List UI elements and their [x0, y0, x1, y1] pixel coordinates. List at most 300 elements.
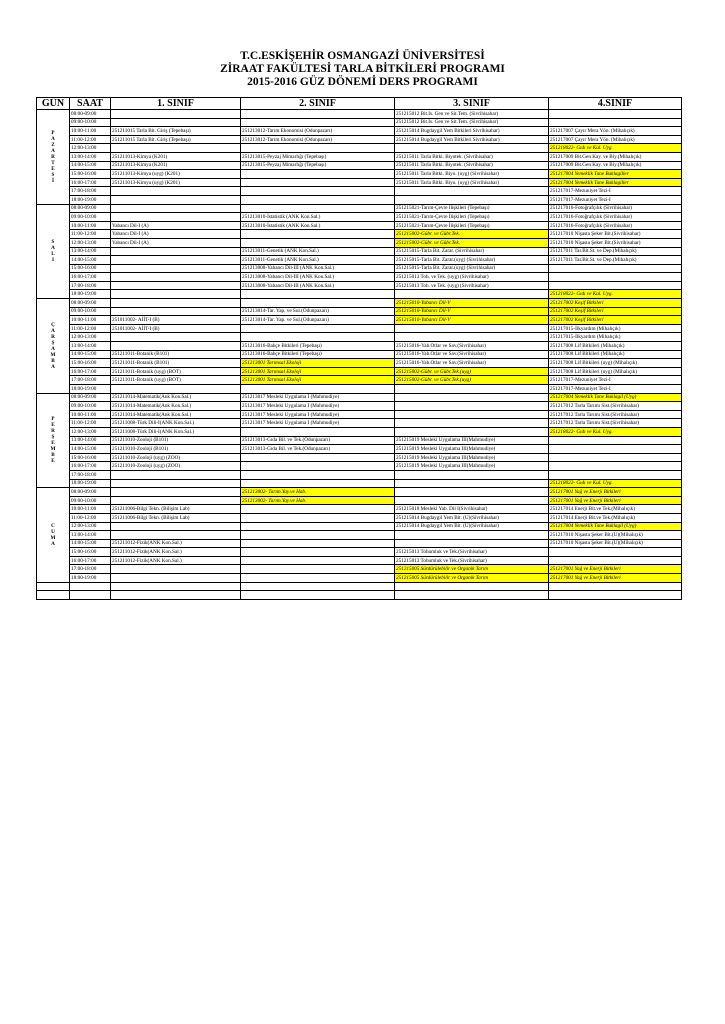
time-slot: 18:00-19:00	[70, 574, 111, 583]
course-cell	[111, 531, 241, 540]
day-letter: E	[51, 458, 55, 465]
time-slot: 08:00-09:00	[70, 204, 111, 213]
course-cell: 251211010-Zooloji (B101)	[111, 445, 241, 454]
course-cell: 251215013 Toh. ve Tek. (uyg) (Sivrihisahar)	[395, 281, 549, 290]
table-row	[37, 273, 682, 282]
course-cell: 251215016-Yab.Otlar ve Sav.(Sivrihisahar)	[395, 342, 549, 351]
course-cell: 251217016-Fotoğrafçılık (Sivrihisahar)	[549, 204, 682, 213]
day-letter: R	[51, 333, 55, 340]
course-cell	[395, 488, 549, 497]
time-slot: 09:00-10:00	[70, 118, 111, 127]
course-cell	[111, 110, 241, 119]
course-cell	[111, 213, 241, 222]
time-slot: 16:00-17:00	[70, 367, 111, 376]
day-letter: P	[51, 129, 55, 136]
course-cell: 251217008 Lif Bitkileri (uyg) (Mihalıçık)	[549, 367, 682, 376]
course-cell: 251211014-Matematik(Ank Kon.Sal.)	[111, 402, 241, 411]
course-cell: 251217017-Mezuniyet Tezi-I	[549, 385, 682, 394]
time-slot: 12:00-13:00	[70, 238, 111, 247]
course-cell	[241, 548, 395, 557]
course-cell: 251213016-Bahçe Bitkileri (Tepebaşı)	[241, 342, 395, 351]
table-row	[37, 247, 682, 256]
time-slot: 11:00-12:00	[70, 230, 111, 239]
course-cell: 251211014-Matematik(Ank Kon.Sal.)	[111, 393, 241, 402]
time-slot: 09:00-10:00	[70, 307, 111, 316]
day-letter: Z	[51, 141, 55, 148]
table-row	[37, 479, 682, 488]
table-row	[37, 419, 682, 428]
course-cell: 251211015 Tarla Bit. Giriş (Tepebaşı)	[111, 135, 241, 144]
table-row	[37, 127, 682, 136]
course-cell: 251215014 Bugdaygil Yem Bit. (U)(Sivrihisahar)	[395, 513, 549, 522]
course-cell: 251217016-Fotoğrafçılık (Sivrihisahar)	[549, 221, 682, 230]
course-cell	[111, 307, 241, 316]
day-letter: R	[51, 153, 55, 160]
course-cell	[111, 144, 241, 153]
course-cell: 251213013-Gıda Bil. ve Tek.(Odunpazarı)	[241, 445, 395, 454]
time-slot: 16:00-17:00	[70, 556, 111, 565]
course-cell: 251211012-Fizik(ANK Kon.Sal.)	[111, 556, 241, 565]
table-row	[37, 110, 682, 119]
schedule-body	[37, 110, 682, 600]
col-header-time: SAAT	[70, 98, 111, 110]
day-letter: M	[50, 446, 56, 453]
time-slot: 13:00-14:00	[70, 531, 111, 540]
table-row	[37, 135, 682, 144]
day-label	[37, 204, 70, 299]
course-cell: 251213012-Tarım Ekonomisi (Odunpazarı)	[241, 135, 395, 144]
course-cell: 251213002- Tarım.Yay.ve Hab.	[241, 488, 395, 497]
time-slot: 15:00-16:00	[70, 359, 111, 368]
table-row	[37, 574, 682, 583]
course-cell: 251211008-Türk Dili-I(ANK Kon.Sal.)	[111, 419, 241, 428]
table-row	[37, 410, 682, 419]
course-cell	[395, 470, 549, 479]
course-cell	[395, 410, 549, 419]
course-cell	[111, 522, 241, 531]
course-cell: 251215005 Sürdürülebilir ve Organik Tarım	[395, 565, 549, 574]
day-letter: L	[51, 251, 55, 258]
time-slot: 11:00-12:00	[70, 419, 111, 428]
course-cell: 251213008-Yabancı Dil-III (ANK Kon.Sal.)	[241, 273, 395, 282]
blank-cell	[241, 591, 395, 600]
course-cell: 251217010 Nişasta Şeker Bit.(U)(Mihalıçık)	[549, 531, 682, 540]
course-cell: 251211011-Botanik (B101)	[111, 350, 241, 359]
course-cell	[241, 479, 395, 488]
time-slot: 13:00-14:00	[70, 152, 111, 161]
course-cell	[395, 402, 549, 411]
course-cell: 251217001 Yağ ve Enerji Bitkileri	[549, 488, 682, 497]
course-cell: 251215016-Yab.Otlar ve Sav.(Sivrihisahar)	[395, 350, 549, 359]
course-cell	[549, 436, 682, 445]
course-cell	[241, 187, 395, 196]
table-row	[37, 488, 682, 497]
course-cell: 251215015-Tarla Bit. Zarar. (Sivrihisahar)	[395, 247, 549, 256]
blank-cell	[37, 591, 70, 600]
course-cell	[241, 453, 395, 462]
course-cell: 251215011 Tarla Bitki. Biyotek. (Sivrihisahar)	[395, 152, 549, 161]
table-row	[37, 213, 682, 222]
course-cell: 251215002-Gübr. ve Gübr.Tek.	[395, 230, 549, 239]
course-cell: 251217001 Yağ ve Enerji Bitkileri	[549, 565, 682, 574]
time-slot: 09:00-10:00	[70, 213, 111, 222]
day-letter: A	[51, 540, 55, 547]
course-cell	[241, 427, 395, 436]
day-letter: A	[51, 147, 55, 154]
time-slot: 11:00-12:00	[70, 324, 111, 333]
course-cell	[549, 462, 682, 471]
course-cell: 251215021-Tarım-Çevre İlişkileri (Tepebaşı)	[395, 221, 549, 230]
course-cell	[241, 565, 395, 574]
time-slot: 15:00-16:00	[70, 453, 111, 462]
col-header-year3: 3. SINIF	[395, 98, 549, 110]
course-cell: 251215012 Bit.Is. Gen ve Sit.Tem. (Sivrihisahar)	[395, 110, 549, 119]
course-cell: 251218022- Gıdı ve Kul. Uyg.	[549, 479, 682, 488]
blank-cell	[395, 591, 549, 600]
col-header-day: GÜN	[37, 98, 70, 110]
table-row	[37, 264, 682, 273]
course-cell	[395, 539, 549, 548]
course-cell: 251217001 Yağ ve Enerji Bitkileri	[549, 574, 682, 583]
table-row	[37, 281, 682, 290]
course-cell: 251213012-Tarım Ekonomisi (Odunpazarı)	[241, 127, 395, 136]
course-cell: 251217004 Yemeklik Tane Baklagil (Uyg)	[549, 522, 682, 531]
course-cell: 251217010 Nişasta Şeker Bit.(Sivrihisahar)	[549, 238, 682, 247]
course-cell: 251215015-Tarla Bit. Zarar.(uyg) (Sivrihisahar)	[395, 264, 549, 273]
course-cell: 251213001 Tarımsal Ekoloji	[241, 359, 395, 368]
table-row	[37, 230, 682, 239]
table-row	[37, 161, 682, 170]
course-cell: 251217010 Nişasta Şeker Bit.(U)(Mihalıçık)	[549, 539, 682, 548]
day-letter: A	[51, 327, 55, 334]
course-cell: 251211011-Botanik (uyg) (BOT)	[111, 376, 241, 385]
course-cell: 251213001 Tarımsal Ekoloji	[241, 376, 395, 385]
day-letter: A	[51, 363, 55, 370]
course-cell: 251213001 Tarımsal Ekoloji	[241, 367, 395, 376]
table-row	[37, 531, 682, 540]
course-cell: 251215002-Gübr. ve Gübr.Tek.(uyg)	[395, 376, 549, 385]
course-cell	[111, 299, 241, 308]
course-cell	[241, 470, 395, 479]
day-letter: S	[51, 171, 55, 178]
day-letter: A	[51, 135, 55, 142]
course-cell: Yabancı Dil-I (A)	[111, 238, 241, 247]
course-cell	[395, 427, 549, 436]
time-slot: 08:00-09:00	[70, 299, 111, 308]
time-slot: 18:00-19:00	[70, 479, 111, 488]
course-cell: 251211013-Kimya (K201)	[111, 161, 241, 170]
course-cell: 251211010-Zooloji (uyg) (ZOO)	[111, 462, 241, 471]
table-row	[37, 470, 682, 479]
course-cell	[395, 419, 549, 428]
time-slot: 12:00-13:00	[70, 427, 111, 436]
course-cell: 251217014 Enerji Bit.ve Tek.(Mihalıçık)	[549, 513, 682, 522]
course-cell	[241, 574, 395, 583]
course-cell	[111, 565, 241, 574]
col-header-year1: 1. SINIF	[111, 98, 241, 110]
table-row	[37, 204, 682, 213]
table-row	[37, 324, 682, 333]
table-row	[37, 333, 682, 342]
table-row	[37, 170, 682, 179]
course-cell	[549, 556, 682, 565]
time-slot: 09:00-10:00	[70, 496, 111, 505]
blank-cell	[111, 591, 241, 600]
course-cell: 251211013-Kimya (K201)	[111, 152, 241, 161]
course-cell: 251217011 Tar.Bit.St. ve Dep.(Mihalıçık)	[549, 256, 682, 265]
course-cell	[241, 324, 395, 333]
course-cell: 251213014-Tar. Yap. ve Sul.(Odunpazarı)	[241, 307, 395, 316]
table-row	[37, 556, 682, 565]
course-cell: 251213011-Genetik (ANK Kon.Sal.)	[241, 247, 395, 256]
course-cell	[241, 290, 395, 299]
table-row	[37, 513, 682, 522]
course-cell: 251215019 Mesleki Uygulama III(Mahmudiye)	[395, 445, 549, 454]
blank-row	[37, 591, 682, 600]
table-row	[37, 152, 682, 161]
course-cell	[241, 513, 395, 522]
day-letter: M	[50, 534, 56, 541]
course-cell: 251213016-Bahçe Bitkileri (Tepebaşı)	[241, 350, 395, 359]
blank-cell	[70, 582, 111, 591]
table-row	[37, 496, 682, 505]
course-cell: 251215011 Tarla Bitki. Biyotek. (Sivrihisahar)	[395, 161, 549, 170]
course-cell: 251218022- Gıdı ve Kul. Uyg.	[549, 427, 682, 436]
course-cell: 251217002 Keşif Bitkileri	[549, 307, 682, 316]
course-cell: 251213013-Gıda Bil. ve Tek.(Odunpazarı)	[241, 436, 395, 445]
time-slot: 10:00-11:00	[70, 316, 111, 325]
course-cell	[549, 548, 682, 557]
course-cell	[395, 144, 549, 153]
table-row	[37, 522, 682, 531]
day-letter: I	[51, 257, 55, 264]
day-label	[37, 110, 70, 205]
course-cell	[241, 195, 395, 204]
course-cell: 251215013 Toh. ve Tek. (uyg) (Sivrihisahar)	[395, 273, 549, 282]
course-cell	[241, 144, 395, 153]
course-cell	[395, 531, 549, 540]
time-slot: 13:00-14:00	[70, 247, 111, 256]
course-cell: 251215021-Tarım-Çevre İlişkileri (Tepebaşı)	[395, 204, 549, 213]
time-slot: 17:00-18:00	[70, 281, 111, 290]
day-letter: E	[51, 422, 55, 429]
course-cell: 251211012-Fizik(ANK Kon.Sal.)	[111, 548, 241, 557]
course-cell: 251215018 Mesleki Yab. Dil I(Sivrihisahar)	[395, 505, 549, 514]
course-cell: 251217012 Tarla Tarımı Sist.(Sivrihisahar)	[549, 402, 682, 411]
course-cell	[395, 187, 549, 196]
day-letter: S	[51, 239, 55, 246]
table-row	[37, 144, 682, 153]
course-cell	[111, 479, 241, 488]
course-cell: 251217007 Çayır Mera Yön. (Mihalıçık)	[549, 135, 682, 144]
day-letter: M	[50, 351, 56, 358]
day-label	[37, 488, 70, 583]
course-cell	[241, 522, 395, 531]
course-cell	[111, 273, 241, 282]
course-cell: 251211013-Kimya (uyg) (K201)	[111, 170, 241, 179]
blank-cell	[395, 582, 549, 591]
course-cell: 251211011-Botanik (uyg) (BOT)	[111, 367, 241, 376]
course-cell	[111, 118, 241, 127]
course-cell: 251215010-Yabancı Dil-V	[395, 307, 549, 316]
table-row	[37, 238, 682, 247]
course-cell: 251217011 Tar.Bit.St. ve Dep.(Mihalıçık)	[549, 247, 682, 256]
course-cell	[241, 556, 395, 565]
course-cell	[111, 496, 241, 505]
time-slot: 17:00-18:00	[70, 376, 111, 385]
day-letter: R	[51, 428, 55, 435]
course-cell: 251215012 Bit.Is. Gen ve Sit.Tem. (Sivrihisahar)	[395, 118, 549, 127]
course-cell: 251215015-Tarla Bit. Zarar.(uyg) (Sivrihisahar)	[395, 256, 549, 265]
course-cell: 251211015 Tarla Bit. Giriş (Tepebaşı)	[111, 127, 241, 136]
time-slot: 15:00-16:00	[70, 548, 111, 557]
course-cell: 251217009 Bit.Gen Kay. ve Biy.(Mihalıçık)	[549, 161, 682, 170]
course-cell: 251217012 Tarla Tarımı Sist.(Sivrihisahar)	[549, 410, 682, 419]
course-cell	[549, 281, 682, 290]
course-cell: 251217004 Yemeklik Tane Baklagiller	[549, 178, 682, 187]
table-row	[37, 376, 682, 385]
course-cell	[111, 470, 241, 479]
course-cell: 251213017 Mesleki Uygulama I (Mahmudiye)	[241, 393, 395, 402]
course-cell: 251215019 Mesleki Uygulama III(Mahmudiye)	[395, 462, 549, 471]
course-cell	[395, 195, 549, 204]
course-cell: 251215019 Mesleki Uygulama III(Mahmudiye)	[395, 453, 549, 462]
table-row	[37, 221, 682, 230]
course-cell: 251217017-Mezuniyet Tezi-I	[549, 195, 682, 204]
day-letter: Ç	[51, 321, 55, 328]
time-slot: 11:00-12:00	[70, 513, 111, 522]
time-slot: 17:00-18:00	[70, 187, 111, 196]
course-cell	[395, 290, 549, 299]
course-cell: 251211010-Zooloji (B101)	[111, 436, 241, 445]
course-cell: 251217008 Lif Bitkileri (uyg) (Mihalıçık)	[549, 359, 682, 368]
course-cell	[111, 195, 241, 204]
course-cell	[241, 385, 395, 394]
time-slot: 08:00-09:00	[70, 488, 111, 497]
course-cell	[241, 204, 395, 213]
course-cell: 251215011 Tarla Bitki. Biyo. (uyg) (Sivrihisahar)	[395, 170, 549, 179]
course-cell: 251215011 Tarla Bitki. Biyo. (uyg) (Sivrihisahar)	[395, 178, 549, 187]
course-cell	[241, 299, 395, 308]
time-slot: 18:00-19:00	[70, 385, 111, 394]
header-row	[37, 98, 682, 110]
course-cell: 251213008-Yabancı Dil-III (ANK Kon.Sal.)	[241, 264, 395, 273]
blank-row	[37, 582, 682, 591]
time-slot: 10:00-11:00	[70, 505, 111, 514]
blank-cell	[37, 582, 70, 591]
time-slot: 08:00-09:00	[70, 110, 111, 119]
course-cell	[111, 333, 241, 342]
faculty-title: ZİRAAT FAKÜLTESİ TARLA BİTKİLERİ PROGRAMI	[220, 63, 505, 75]
table-row	[37, 195, 682, 204]
course-cell: 251011002- AİİT-I (B)	[111, 316, 241, 325]
table-row	[37, 427, 682, 436]
blank-cell	[70, 591, 111, 600]
time-slot: 10:00-11:00	[70, 410, 111, 419]
table-row	[37, 385, 682, 394]
course-cell: 251215002-Gübr. ve Gübr.Tek.	[395, 238, 549, 247]
course-cell: 251211008-Türk Dili-I(ANK Kon.Sal.)	[111, 427, 241, 436]
day-letter: P	[51, 416, 55, 423]
day-letter: İ	[51, 177, 55, 184]
document-header	[0, 50, 725, 89]
day-letter: C	[51, 522, 55, 529]
time-slot: 15:00-16:00	[70, 170, 111, 179]
course-cell	[241, 178, 395, 187]
time-slot: 12:00-13:00	[70, 522, 111, 531]
course-cell	[111, 247, 241, 256]
day-letter: A	[51, 345, 55, 352]
time-slot: 14:00-15:00	[70, 539, 111, 548]
time-slot: 16:00-17:00	[70, 462, 111, 471]
course-cell: 251211012-Fizik(ANK Kon.Sal.)	[111, 539, 241, 548]
course-cell: 251217001 Yağ ve Enerji Bitkileri	[549, 496, 682, 505]
course-cell: 251215014 Bugdaygil Yem Bitkileri Sivrihisahar)	[395, 127, 549, 136]
university-title: T.C.ESKİŞEHİR OSMANGAZİ ÜNİVERSİTESİ	[240, 50, 485, 62]
course-cell: 251215019 Mesleki Uygulama III(Mahmudiye)	[395, 436, 549, 445]
course-cell	[395, 393, 549, 402]
course-cell	[395, 496, 549, 505]
course-cell: 251217008 Lif Bitkileri (Mihalıçık)	[549, 342, 682, 351]
course-cell: 251211006-Bilgi Tekn. (Bilişim Lab)	[111, 513, 241, 522]
course-cell: 251213017 Mesleki Uygulama I (Mahmudiye)	[241, 402, 395, 411]
course-cell	[111, 385, 241, 394]
day-letter: A	[51, 245, 55, 252]
time-slot: 13:00-14:00	[70, 342, 111, 351]
course-cell	[111, 574, 241, 583]
course-cell: Yabancı Dil-I (A)	[111, 230, 241, 239]
course-cell	[241, 333, 395, 342]
time-slot: 10:00-11:00	[70, 127, 111, 136]
table-row	[37, 367, 682, 376]
course-cell: 251218022- Gıdı ve Kul. Uyg.	[549, 144, 682, 153]
day-letter: B	[51, 452, 55, 459]
semester-title: 2015-2016 GÜZ DÖNEMİ DERS PROGRAMI	[247, 76, 478, 88]
course-cell	[111, 256, 241, 265]
time-slot: 16:00-17:00	[70, 178, 111, 187]
course-cell	[111, 488, 241, 497]
course-cell	[241, 462, 395, 471]
course-cell	[241, 110, 395, 119]
course-cell: 251211013-Kimya (uyg) (K201)	[111, 178, 241, 187]
day-letter: Ş	[51, 339, 55, 346]
day-label	[37, 299, 70, 394]
table-row	[37, 350, 682, 359]
course-cell	[395, 479, 549, 488]
course-cell: 251213011-Genetik (ANK Kon.Sal.)	[241, 256, 395, 265]
table-row	[37, 290, 682, 299]
course-cell: 251215021-Tarım-Çevre İlişkileri (Tepebaşı)	[395, 213, 549, 222]
time-slot: 10:00-11:00	[70, 221, 111, 230]
course-cell: 251217010 Nişasta Şeker Bit.(Sivrihisahar)	[549, 230, 682, 239]
course-cell: 251213010-İstatistik (ANK Kon.Sal.)	[241, 221, 395, 230]
course-cell: 251215014 Bugdaygil Yem Bitkileri Sivrihisahar)	[395, 135, 549, 144]
course-cell: 251217007 Çayır Mera Yön. (Mihalıçık)	[549, 127, 682, 136]
time-slot: 12:00-13:00	[70, 144, 111, 153]
course-cell: 251213002- Tarım.Yay.ve Hab.	[241, 496, 395, 505]
course-cell: 251211014-Matematik(Ank Kon.Sal.)	[111, 410, 241, 419]
course-cell	[549, 273, 682, 282]
blank-cell	[549, 591, 682, 600]
course-cell: 251213015-Peyzaj Mimarlığı (Tepebaşı)	[241, 161, 395, 170]
course-cell: 251217009 Bit.Gen Kay. ve Biy.(Mihalıçık)	[549, 152, 682, 161]
course-cell	[241, 539, 395, 548]
table-row	[37, 436, 682, 445]
course-cell: 251211010-Zooloji (uyg) (ZOO)	[111, 453, 241, 462]
table-row	[37, 548, 682, 557]
table-row	[37, 316, 682, 325]
course-cell	[111, 264, 241, 273]
